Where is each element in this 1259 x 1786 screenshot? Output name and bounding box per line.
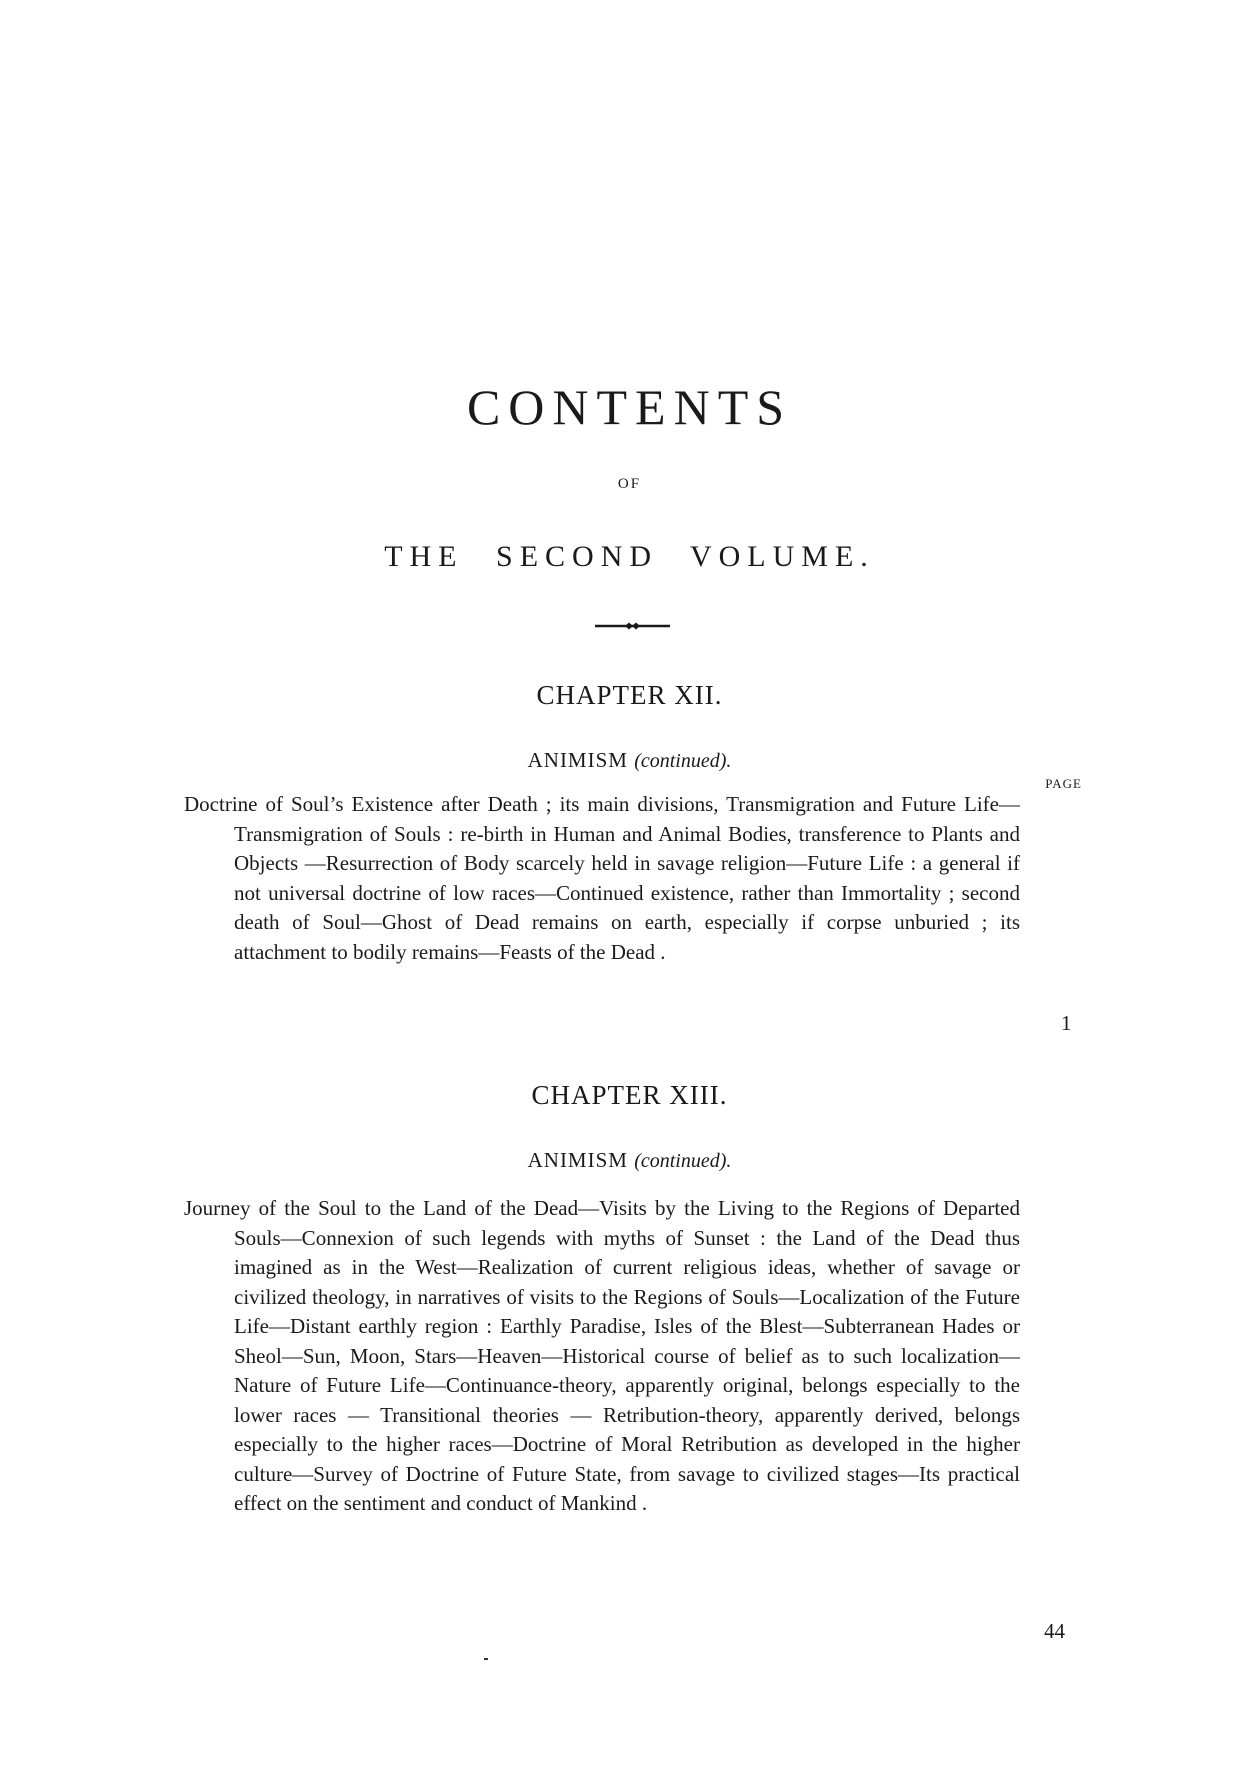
- chapter-summary: Doctrine of Soul’s Existence after Death ; its main divisions, Transmigration and Future Life—Transmigration of Souls : re-birth in Human and Animal Bodies, transference to Plants and Objects —Resurrection of Body scarcely held in savage religion—Future Life : a general if not universal doctrine of low races—Continued existence, rather than Immortality ; second death of Soul—Ghost of Dead remains on earth, especially if corpse unburied ; its attachment to bodily remains—Feasts of the Dead .: [184, 792, 1020, 964]
- chapter-page-number: 44: [1044, 1619, 1065, 1643]
- chapter-subject: [0, 1148, 1259, 1173]
- print-speck: [484, 1658, 488, 1660]
- page-title: CONTENTS: [466, 379, 793, 435]
- chapter-subject-title: ANIMISM: [527, 748, 628, 772]
- volume-subtitle: THE SECOND VOLUME.: [384, 540, 875, 573]
- page-column-label: PAGE: [1045, 776, 1082, 791]
- chapter-summary: Journey of the Soul to the Land of the Dead—Visits by the Living to the Regions of Departed Souls—Connexion of such legends with myths of Sunset : the Land of the Dead thus imagined as in the West—Realization of current religious ideas, whether of savage or civilized theology, in narratives of visits to the Regions of Souls—Localization of the Future Life—Distant earthly region : Earthly Paradise, Isles of the Blest—Subterranean Hades or Sheol—Sun, Moon, Stars—Heaven—Historical course of belief as to such localization—Nature of Future Life—Continuance-theory, apparently original, belongs especially to the lower races — Transitional theories — Retribution-theory, apparently derived, belongs especially to the higher races—Doctrine of Moral Retribution as developed in the higher culture—Survey of Doctrine of Future State, from savage to civilized stages—Its practical effect on the sentiment and conduct of Mankind .: [184, 1196, 1020, 1515]
- ornament-divider-icon: [595, 621, 670, 631]
- chapter-page-number: 1: [1061, 1011, 1072, 1035]
- chapter-subject-note: (continued).: [634, 750, 732, 772]
- chapter-subject: [0, 748, 1259, 773]
- chapter-heading: CHAPTER XII.: [536, 680, 723, 710]
- chapter-subject-title: ANIMISM: [527, 1148, 628, 1172]
- chapter-subject-note: (continued).: [634, 1150, 732, 1172]
- chapter-heading: CHAPTER XIII.: [531, 1080, 728, 1110]
- title-connector: OF: [617, 476, 642, 492]
